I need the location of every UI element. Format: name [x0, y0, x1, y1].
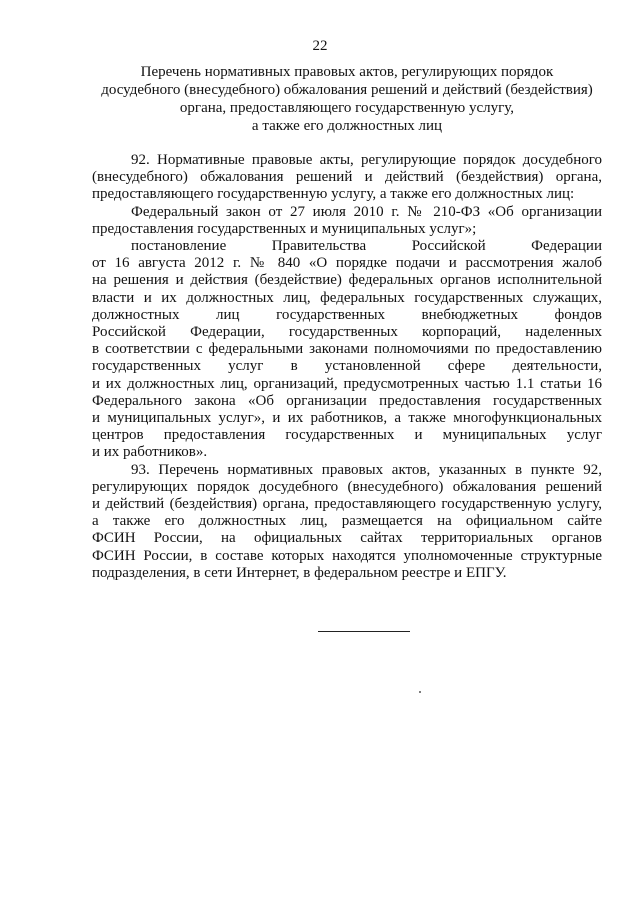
paragraph-92-line: (внесудебного) обжалования решений и действий (бездействия) органа,: [92, 169, 602, 186]
paragraph-93-line: ФСИН России, на официальных сайтах территориальных органов: [92, 530, 602, 547]
resolution-line: власти и их должностных лиц, федеральных государственных служащих,: [92, 289, 602, 306]
title-line: органа, предоставляющего государственную услугу,: [179, 100, 515, 116]
document-body: [92, 152, 602, 582]
title-line: Перечень нормативных правовых актов, регулирующих порядок: [140, 64, 554, 80]
page-number: 22: [312, 38, 328, 54]
resolution-line: должностных лиц государственных внебюджетных фондов: [92, 306, 602, 323]
federal-law-line: Федеральный закон от 27 июля 2010 г. № 210-ФЗ «Об организации: [131, 203, 602, 220]
title-line: а также его должностных лиц: [251, 118, 443, 134]
paragraph-93-line: и действий (бездействия) органа, предоставляющего государственную услугу,: [92, 496, 602, 513]
end-separator-line: [318, 631, 410, 632]
paragraph-93-line: регулирующих порядок досудебного (внесудебного) обжалования решений: [92, 478, 602, 495]
resolution-line: и их работников».: [92, 444, 208, 461]
resolution-line: постановление Правительства Российской Федерации: [131, 238, 602, 255]
paragraph-92-line: предоставляющего государственную услугу, а также его должностных лиц:: [92, 186, 575, 203]
resolution-line: и их должностных лиц, организаций, предусмотренных частью 1.1 статьи 16: [92, 375, 602, 392]
paragraph-92-line: 92. Нормативные правовые акты, регулирующие порядок досудебного: [131, 152, 602, 168]
resolution-line: Российской Федерации, государственных корпораций, наделенных: [92, 324, 602, 341]
paragraph-93-line: а также его должностных лиц, размещается на официальном сайте: [92, 513, 602, 530]
document-title: [92, 63, 602, 135]
resolution-line: в соответствии с федеральными законами полномочиями по предоставлению: [92, 341, 602, 358]
title-line: досудебного (внесудебного) обжалования решений и действий (бездействия): [101, 82, 593, 98]
federal-law-line: предоставления государственных и муниципальных услуг»;: [92, 220, 477, 237]
paragraph-93-line: подразделения, в сети Интернет, в федеральном реестре и ЕПГУ.: [92, 564, 507, 581]
resolution-line: центров предоставления государственных и муниципальных услуг: [92, 427, 602, 444]
paragraph-93-line: ФСИН России, в составе которых находятся уполномоченные структурные: [92, 547, 602, 564]
paragraph-93-line: 93. Перечень нормативных правовых актов, указанных в пункте 92,: [131, 461, 602, 478]
resolution-line: государственных услуг в установленной сфере деятельности,: [92, 358, 602, 375]
resolution-line: на решения и действия (бездействие) федеральных органов исполнительной: [92, 272, 602, 289]
scan-speck: [419, 691, 421, 693]
resolution-line: от 16 августа 2012 г. № 840 «О порядке подачи и рассмотрения жалоб: [92, 255, 602, 272]
resolution-line: Федерального закона «Об организации предоставления государственных: [92, 392, 602, 409]
resolution-line: и муниципальных услуг», и их работников, а также многофункциональных: [92, 410, 602, 427]
